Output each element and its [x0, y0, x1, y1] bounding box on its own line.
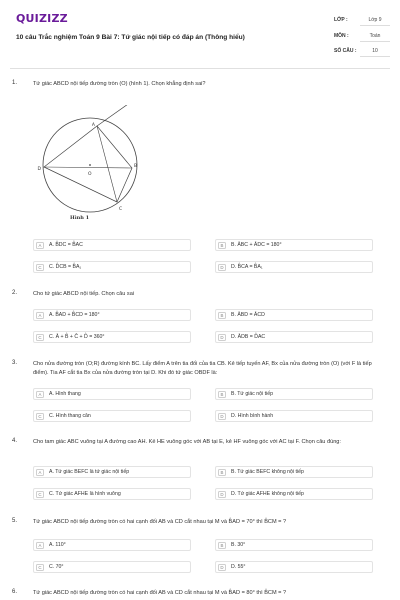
- option-text: A. B̂DC = B̂AC: [49, 242, 83, 248]
- option-text: D. Tứ giác AFHE không nội tiếp: [231, 491, 304, 497]
- point-label-b: B: [134, 164, 138, 169]
- option-c[interactable]: [33, 410, 191, 422]
- meta-subject-value: Toán: [360, 30, 390, 42]
- option-letter: C: [36, 491, 44, 498]
- point-label-a: A: [91, 123, 95, 128]
- meta-count-label: SỐ CÂU :: [334, 48, 357, 54]
- option-letter: B: [218, 391, 226, 398]
- option-text: B. ÂBD = ÂCD: [231, 312, 265, 318]
- meta-count-value: 10: [360, 45, 390, 57]
- header-divider: [10, 68, 390, 69]
- point-label-d: D: [37, 167, 41, 172]
- option-text: D. B̂CA = B̂A₁: [231, 264, 263, 270]
- option-text: B. Tứ giác BEFC không nội tiếp: [231, 469, 304, 475]
- option-letter: B: [218, 312, 226, 319]
- option-letter: A: [36, 469, 44, 476]
- option-letter: B: [218, 242, 226, 249]
- option-d[interactable]: [215, 561, 373, 573]
- option-text: A. Tứ giác BEFC là tứ giác nội tiếp: [49, 469, 130, 475]
- question-number: 5.: [12, 518, 18, 524]
- option-d[interactable]: [215, 488, 373, 500]
- option-letter: C: [36, 564, 44, 571]
- option-c[interactable]: [33, 488, 191, 500]
- option-letter: D: [218, 564, 226, 571]
- question-number: 2.: [12, 290, 18, 296]
- option-text: D. Hình bình hành: [231, 413, 274, 419]
- option-a[interactable]: [33, 466, 191, 478]
- option-b[interactable]: [215, 309, 373, 321]
- option-letter: A: [36, 312, 44, 319]
- option-b[interactable]: [215, 388, 373, 400]
- option-d[interactable]: [215, 331, 373, 343]
- option-d[interactable]: [215, 261, 373, 273]
- option-text: A. 110°: [49, 542, 66, 548]
- page-title: 10 câu Trắc nghiệm Toán 9 Bài 7: Tứ giác nội tiếp có đáp án (Thông hiểu): [16, 34, 245, 41]
- option-text: A. Hình thang: [49, 391, 81, 397]
- option-text: B. Tứ giác nội tiếp: [231, 391, 274, 397]
- option-letter: C: [36, 264, 44, 271]
- option-b[interactable]: [215, 539, 373, 551]
- point-label-c: C: [119, 207, 123, 212]
- option-letter: C: [36, 334, 44, 341]
- option-letter: C: [36, 413, 44, 420]
- option-c[interactable]: [33, 261, 191, 273]
- option-text: C. D̂CB = B̂A₁: [49, 264, 82, 270]
- question-number: 3.: [12, 360, 18, 366]
- option-c[interactable]: [33, 331, 191, 343]
- quadrilateral-abcd: [44, 126, 132, 202]
- meta-subject-label: MÔN :: [334, 33, 349, 39]
- question-text: Tứ giác ABCD nội tiếp đường tròn (O) (hình 1). Chọn khẳng định sai?: [33, 81, 206, 87]
- question-text: Cho tam giác ABC vuông tại A đường cao AH. Kẻ HE vuông góc với AB tại E, kẻ HF vuông góc với AC tại F. Chọn câu đúng:: [33, 439, 341, 445]
- point-label-o: O: [88, 172, 92, 177]
- tangent-line: [97, 105, 138, 126]
- option-a[interactable]: [33, 309, 191, 321]
- option-b[interactable]: [215, 239, 373, 251]
- option-text: C. Tứ giác AFHE là hình vuông: [49, 491, 121, 497]
- question-text: Cho tứ giác ABCD nội tiếp. Chọn câu sai: [33, 291, 135, 297]
- meta-grade-label: LỚP :: [334, 17, 348, 23]
- diagonal-ac: [97, 126, 117, 202]
- option-text: D. 55°: [231, 564, 246, 570]
- worksheet-header: [0, 0, 400, 68]
- question-text: Tứ giác ABCD nội tiếp đường tròn có hai cạnh đối AB và CD cắt nhau tại M và B̂AD = 70° thì B̂CM = ?: [33, 519, 287, 525]
- option-text: C. Â + B̂ + Ĉ + D̂ = 360°: [49, 334, 105, 340]
- meta-grade: [334, 14, 390, 28]
- option-letter: B: [218, 542, 226, 549]
- center-point: [89, 164, 91, 166]
- option-text: D. ÂDB = D̂AC: [231, 334, 266, 340]
- question-text: Tứ giác ABCD nội tiếp đường tròn có hai cạnh đối AB và CD cắt nhau tại M và B̂AD = 80° thì B̂CM = ?: [33, 590, 287, 596]
- question-number: 4.: [12, 438, 18, 444]
- option-text: C. 70°: [49, 564, 64, 570]
- figure-caption: Hình 1: [70, 215, 90, 221]
- diagonal-db: [44, 167, 132, 168]
- option-letter: D: [218, 491, 226, 498]
- option-letter: D: [218, 413, 226, 420]
- option-letter: D: [218, 264, 226, 271]
- question-number: 1.: [12, 80, 18, 86]
- option-letter: B: [218, 469, 226, 476]
- option-text: B. ÂBC + ÂDC = 180°: [231, 242, 282, 248]
- option-text: B. 30°: [231, 542, 246, 548]
- option-letter: A: [36, 391, 44, 398]
- circle-figure: [35, 105, 150, 225]
- option-letter: A: [36, 242, 44, 249]
- quizizz-logo: QUIZIZZ: [16, 12, 68, 25]
- option-d[interactable]: [215, 410, 373, 422]
- option-b[interactable]: [215, 466, 373, 478]
- question-number: 6.: [12, 589, 18, 595]
- option-text: A. B̂AD + B̂CD = 180°: [49, 312, 100, 318]
- meta-count: [334, 45, 390, 59]
- option-a[interactable]: [33, 239, 191, 251]
- meta-subject: [334, 30, 390, 44]
- question-text: Cho nửa đường tròn (O;R) đường kính BC. Lấy điểm A trên tia đối của tia CB. Kẻ tiếp tuyến AF, Bx của nửa đường tròn (O) (với F là tiếp điểm). Tia AF cắt tia Bx của nửa đường tròn tại D. Khi đó tứ giác OBDF là:: [33, 361, 372, 376]
- meta-grade-value: Lớp 9: [360, 14, 390, 26]
- option-text: C. Hình thang cân: [49, 413, 91, 419]
- option-letter: D: [218, 334, 226, 341]
- option-c[interactable]: [33, 561, 191, 573]
- option-a[interactable]: [33, 539, 191, 551]
- option-a[interactable]: [33, 388, 191, 400]
- option-letter: A: [36, 542, 44, 549]
